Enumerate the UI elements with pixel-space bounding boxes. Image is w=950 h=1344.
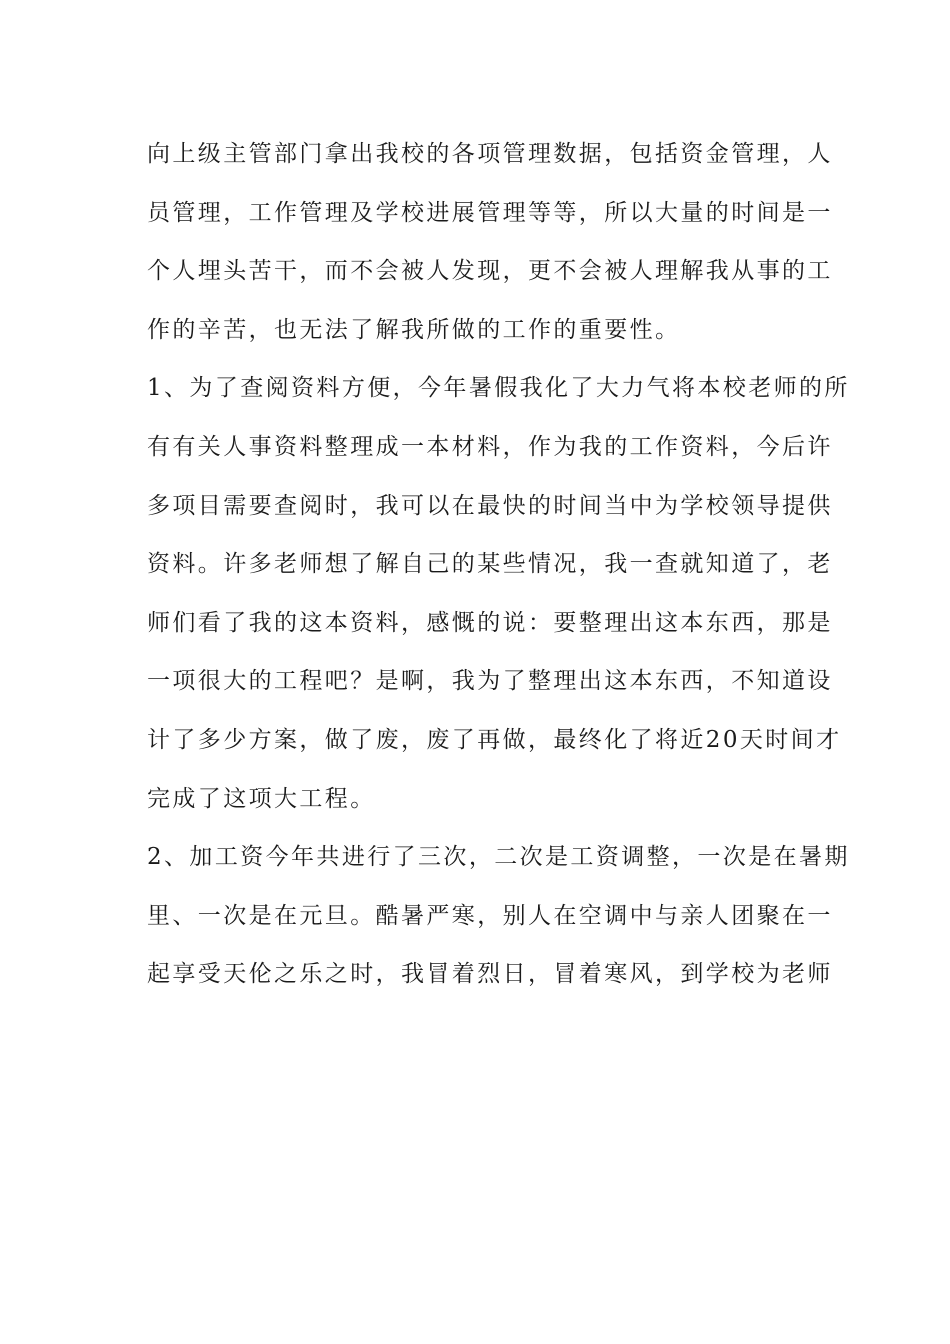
text-line: 有有关人事资料整理成一本材料，作为我的工作资料，今后许 [147, 433, 833, 460]
text-line: 起享受天伦之乐之时，我冒着烈日，冒着寒风，到学校为老师 [147, 961, 833, 988]
text-line: 计了多少方案，做了废，废了再做，最终化了将近20天时间才 [147, 726, 842, 753]
text-line: 里、一次是在元旦。酷暑严寒，别人在空调中与亲人团聚在一 [147, 902, 833, 929]
text-line: 个人埋头苦干，而不会被人发现，更不会被人理解我从事的工 [147, 258, 833, 285]
text-line: 作的辛苦，也无法了解我所做的工作的重要性。 [147, 316, 681, 343]
text-line: 资料。许多老师想了解自己的某些情况，我一查就知道了，老 [147, 551, 833, 578]
text-line: 师们看了我的这本资料，感慨的说：要整理出这本东西，那是 [147, 609, 833, 636]
text-line: 一项很大的工程吧？是啊，我为了整理出这本东西，不知道设 [147, 668, 833, 695]
body-text [147, 131, 850, 1010]
text-line: 2、加工资今年共进行了三次，二次是工资调整，一次是在暑期 [147, 844, 850, 871]
text-line: 1、为了查阅资料方便，今年暑假我化了大力气将本校老师的所 [147, 375, 850, 402]
text-line: 向上级主管部门拿出我校的各项管理数据，包括资金管理，人 [147, 141, 833, 167]
text-line: 员管理，工作管理及学校进展管理等等，所以大量的时间是一 [147, 199, 833, 226]
text-line: 多项目需要查阅时，我可以在最快的时间当中为学校领导提供 [147, 492, 833, 519]
text-line: 完成了这项大工程。 [147, 785, 376, 812]
